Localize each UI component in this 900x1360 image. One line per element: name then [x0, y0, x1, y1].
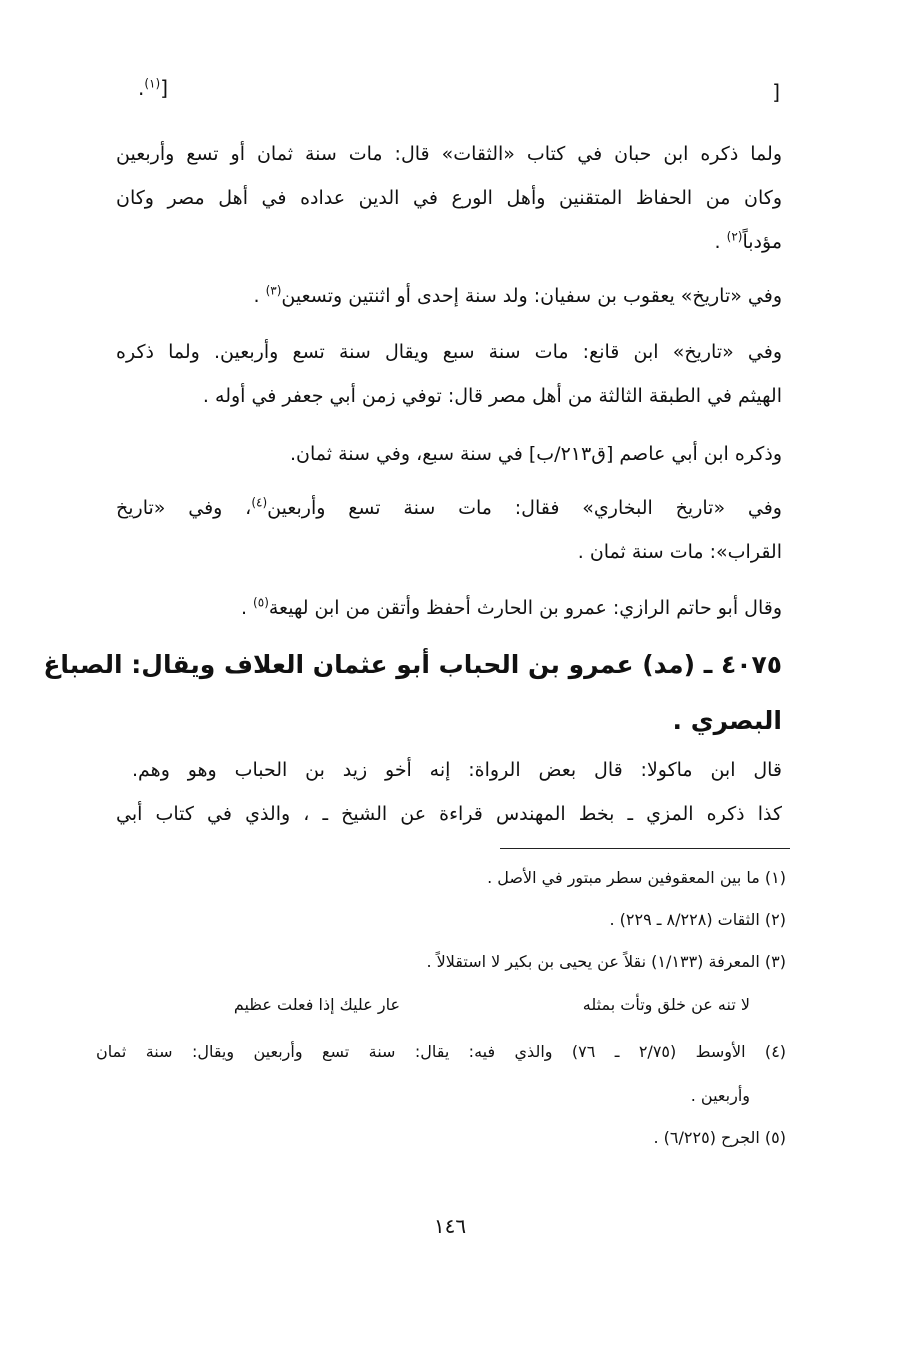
- body-line: ولما ذكره ابن حبان في كتاب «الثقات» قال: مات سنة ثمان أو تسع وأربعين: [116, 143, 782, 165]
- open-bracket: ]: [772, 80, 780, 104]
- note-ref-2[interactable]: (٢): [726, 229, 743, 244]
- page-number: ١٤٦: [433, 1214, 467, 1238]
- body-line: [116, 228, 782, 256]
- body-text: .: [240, 597, 254, 619]
- entry-heading: البصري .: [672, 706, 782, 735]
- note-ref-3[interactable]: (٣): [265, 283, 282, 298]
- body-text: ، وفي «تاريخ: [116, 497, 252, 519]
- bracket-dot: .: [138, 76, 145, 100]
- body-line: [116, 594, 782, 622]
- body-text: وفي «تاريخ» يعقوب بن سفيان: ولد سنة إحدى أو اثنتين وتسعين: [281, 285, 782, 307]
- entry-heading: ٤٠٧٥ ـ (مد) عمرو بن الحباب أبو عثمان العلاف ويقال: الصباغ: [43, 650, 782, 679]
- body-line: القراب»: مات سنة ثمان .: [577, 541, 782, 563]
- footnote-5: (٥) الجرح (٦/٢٢٥) .: [653, 1128, 786, 1147]
- footnote-1: (١) ما بين المعقوفين سطر مبتور في الأصل .: [487, 868, 786, 887]
- body-line: وفي «تاريخ» ابن قانع: مات سنة سبع ويقال سنة تسع وأربعين. ولما ذكره: [116, 341, 782, 363]
- footnote-4-cont: وأربعين .: [690, 1086, 750, 1105]
- body-line: [116, 494, 782, 522]
- body-text: وفي «تاريخ البخاري» فقال: مات سنة تسع وأربعين: [267, 497, 782, 519]
- body-text: مؤدباً: [742, 231, 782, 253]
- close-bracket-with-note: [138, 76, 168, 100]
- body-line: وكان من الحفاظ المتقنين وأهل الورع في الدين عداده في أهل مصر وكان: [116, 187, 782, 209]
- body-text: وقال أبو حاتم الرازي: عمرو بن الحارث أحفظ وأتقن من ابن لهيعة: [268, 597, 782, 619]
- body-line: قال ابن ماكولا: قال بعض الرواة: إنه أخو زيد بن الحباب وهو وهم.: [132, 759, 782, 781]
- footnote-divider: [500, 848, 790, 849]
- body-line: [116, 282, 782, 310]
- body-line: وذكره ابن أبي عاصم [ق٢١٣/ب] في سنة سبع، وفي سنة ثمان.: [290, 443, 782, 465]
- footnote-3: (٣) المعرفة (١/١٣٣) نقلاً عن يحيى بن بكير لا استقلالاً .: [426, 952, 786, 971]
- note-ref-4[interactable]: (٤): [251, 495, 268, 510]
- verse-second-hemistich: عار عليك إذا فعلت عظيم: [233, 995, 400, 1014]
- footnote-4: (٤) الأوسط (٢/٧٥ ـ ٧٦) والذي فيه: يقال: سنة تسع وأربعين ويقال: سنة ثمان: [96, 1042, 787, 1061]
- footnote-2: (٢) الثقات (٨/٢٢٨ ـ ٢٢٩) .: [609, 910, 786, 929]
- body-text: .: [714, 231, 727, 253]
- bracket-left: [: [160, 76, 168, 100]
- note-ref-1[interactable]: (١): [144, 76, 161, 91]
- verse-first-hemistich: لا تنه عن خلق وتأت بمثله: [582, 995, 750, 1014]
- body-line: كذا ذكره المزي ـ بخط المهندس قراءة عن الشيخ ـ ، والذي في كتاب أبي: [116, 803, 782, 825]
- body-text: .: [253, 285, 266, 307]
- note-ref-5[interactable]: (٥): [253, 595, 269, 610]
- body-line: الهيثم في الطبقة الثالثة من أهل مصر قال: توفي زمن أبي جعفر في أوله .: [202, 385, 782, 407]
